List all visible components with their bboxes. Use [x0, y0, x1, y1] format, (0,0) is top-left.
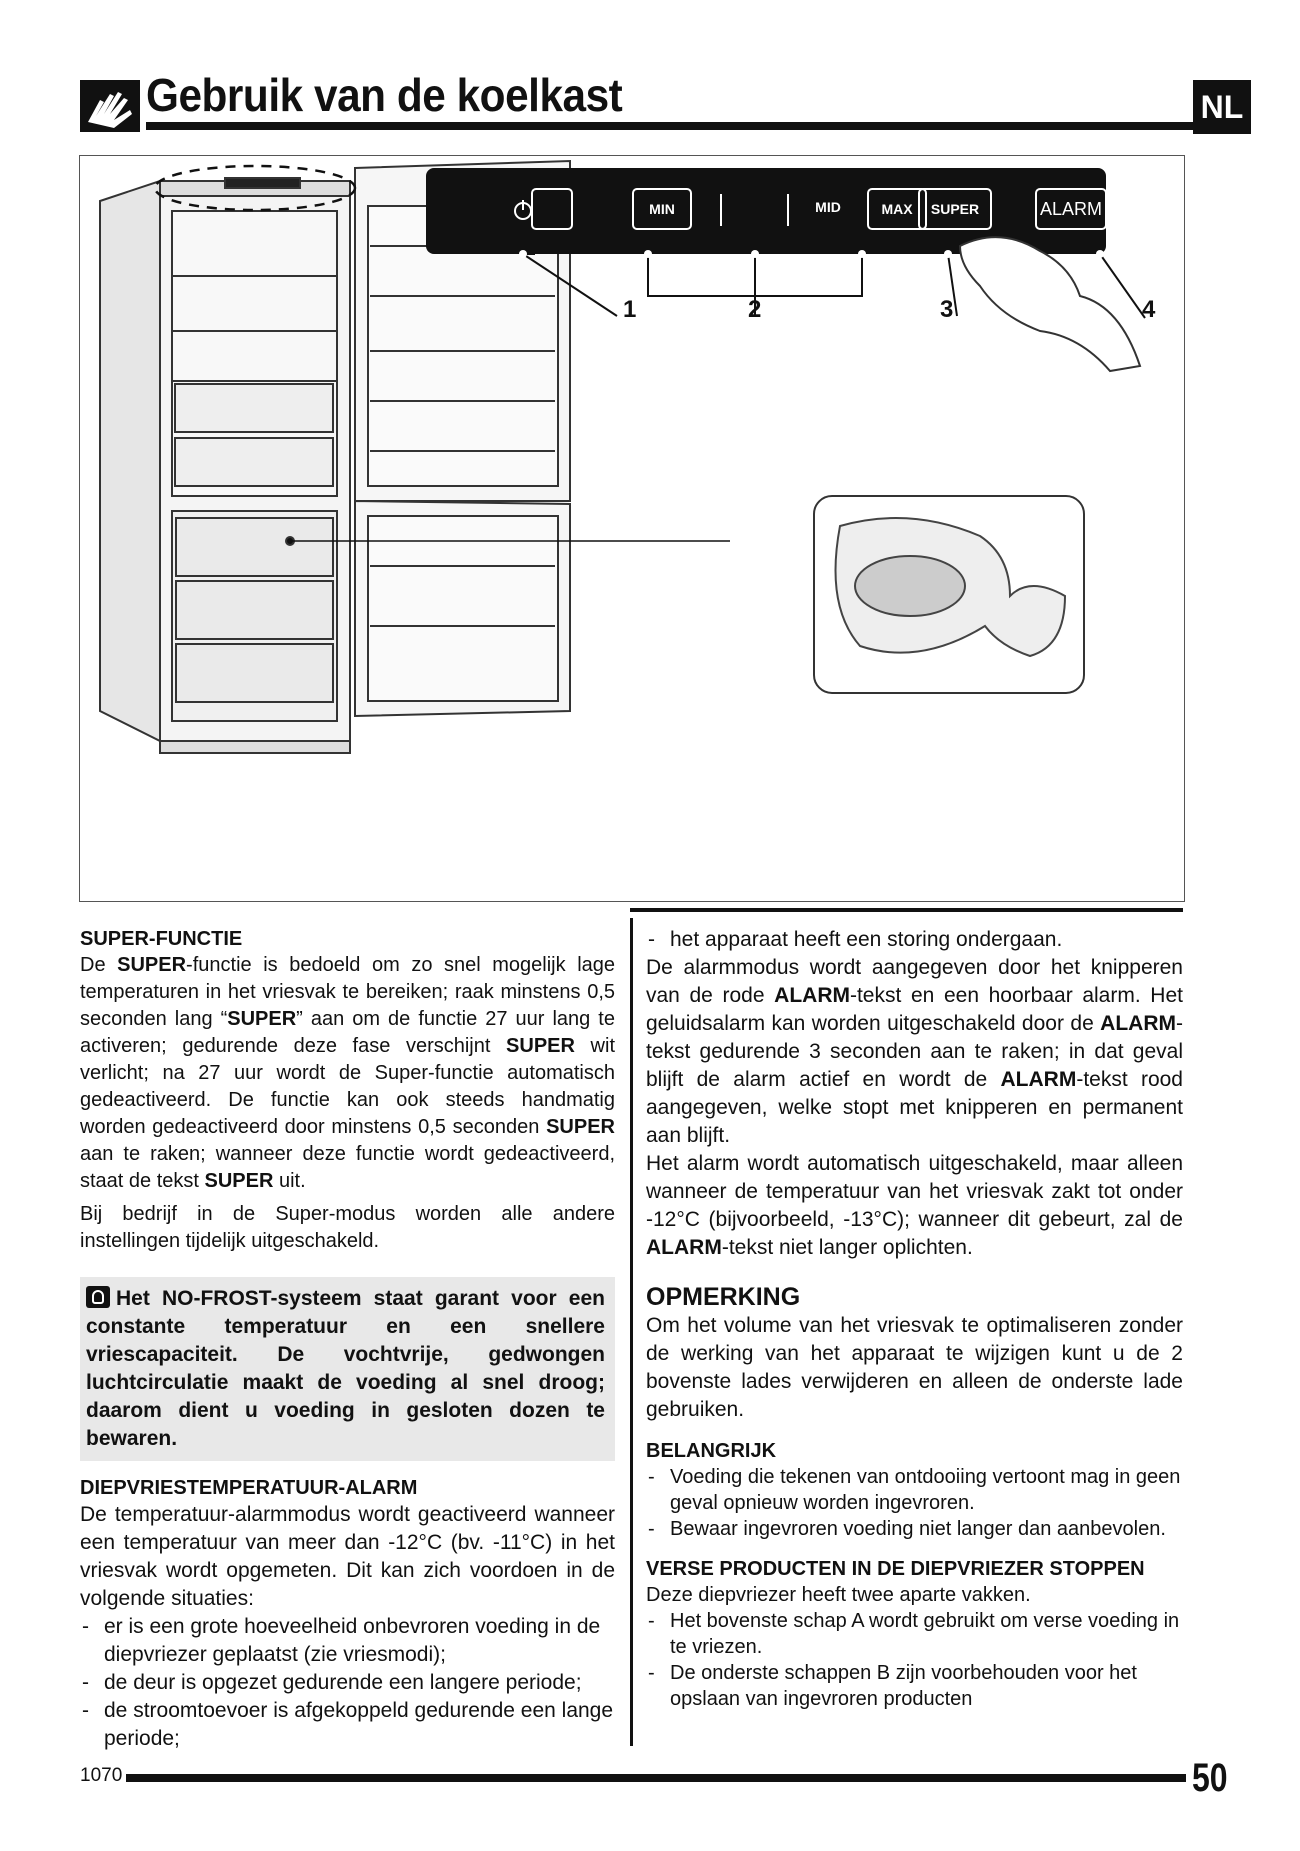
footer-code: 1070 [80, 1765, 123, 1786]
fridge-illustration [79, 155, 1185, 902]
list-item: - het apparaat heeft een storing ondergaan. [646, 926, 1183, 954]
alarm-paragraph: De temperatuur-alarmmodus wordt geactiveerd wanneer een temperatuur van meer dan -12°C (bv. -11°C) in het vriesvak wordt opgemeten. Dit kan zich voordoen in de volgende situaties: [80, 1503, 615, 1610]
left-column [80, 926, 615, 1753]
alarm-situations-list [80, 1613, 615, 1753]
callout-3: 3 [940, 296, 954, 323]
min-button: MIN [632, 188, 692, 230]
alarm-indication-paragraph: De alarmmodus wordt aangegeven door het knipperen van de rode ALARM-tekst en een hoorbaar alarm. Het geluidsalarm kan worden uitgeschakeld door de ALARM-tekst gedurende 3 seconden aan te raken; in dat geval blijft de alarm actief en wordt de ALARM-tekst rood aangegeven, welke stopt met knipperen en permanent aan blijft. [646, 956, 1183, 1147]
list-item: - de deur is opgezet gedurende een langere periode; [80, 1669, 615, 1697]
nofrost-note [80, 1277, 615, 1461]
hand-icon [86, 1286, 110, 1308]
alarm-button: ALARM [1035, 188, 1107, 230]
footer-rule [126, 1774, 1186, 1782]
alarm-off-paragraph: Het alarm wordt automatisch uitgeschakeld, maar alleen wanneer de temperatuur van het vriesvak zakt tot onder -12°C (bijvoorbeeld, -13°C); wanneer dit gebeurt, zal de ALARM-tekst niet langer oplichten. [646, 1152, 1183, 1259]
belangrijk-list [646, 1464, 1183, 1542]
list-item: - De onderste schappen B zijn voorbehouden voor het opslaan van ingevroren producten [646, 1660, 1183, 1712]
alarm-situations-continued [646, 926, 1183, 954]
callout-1: 1 [623, 296, 637, 323]
fridge-drawing [80, 156, 1184, 901]
verse-producten-heading: VERSE PRODUCTEN IN DE DIEPVRIEZER STOPPEN [646, 1558, 1145, 1580]
verse-producten-list [646, 1608, 1183, 1712]
list-item: - Voeding die tekenen van ontdooiing vertoont mag in geen geval opnieuw worden ingevroren. [646, 1464, 1183, 1516]
opmerking-paragraph: Om het volume van het vriesvak te optimaliseren zonder de werking van het apparaat te wijzigen kunt u de 2 bovenste lades verwijderen en alleen de onderste lade gebruiken. [646, 1314, 1183, 1421]
page-title: Gebruik van de koelkast [146, 69, 623, 121]
super-mode-paragraph: Bij bedrijf in de Super-modus worden alle andere instellingen tijdelijk uitgeschakeld. [80, 1203, 615, 1252]
right-column [646, 926, 1183, 1712]
super-function-heading: SUPER-FUNCTIE [80, 928, 243, 950]
column-divider [630, 918, 633, 1746]
mid-button: MID [815, 199, 841, 215]
super-function-paragraph: De SUPER-functie is bedoeld om zo snel mogelijk lage temperaturen in het vriesvak te bereiken; raak minstens 0,5 seconden lang “SUPER” aan om de functie 27 uur lang te activeren; gedurende deze fase verschijnt SUPER wit verlicht; na 27 uur wordt de Super-functie automatisch gedeactiveerd. De functie kan ook steeds handmatig worden gedeactiveerd door minstens 0,5 seconden SUPER aan te raken; wanneer deze functie wordt gedeactiveerd, staat de tekst SUPER uit. [80, 954, 616, 1192]
nofrost-note-text: Het NO-FROST-systeem staat garant voor een constante temperatuur en een snellere vriescapaciteit. De vochtvrije, gedwongen luchtcirculatie maakt de voeding al snel droog; daarom dient u voeding in gesloten dozen te bewaren. [86, 1287, 605, 1450]
page-number: 50 [1192, 1756, 1228, 1800]
language-badge: NL [1193, 80, 1251, 134]
list-item: - Bewaar ingevroren voeding niet langer dan aanbevolen. [646, 1516, 1183, 1542]
section-rule [630, 908, 1183, 912]
opmerking-heading: OPMERKING [646, 1283, 801, 1311]
title-rule [146, 122, 1194, 130]
callout-2: 2 [748, 296, 762, 323]
list-item: - de stroomtoevoer is afgekoppeld gedurende een lange periode; [80, 1697, 615, 1753]
verse-producten-paragraph: Deze diepvriezer heeft twee aparte vakken. [646, 1584, 1031, 1606]
max-button: MAX [867, 188, 927, 230]
belangrijk-heading: BELANGRIJK [646, 1440, 777, 1462]
list-item: - er is een grote hoeveelheid onbevroren voeding in de diepvriezer geplaatst (zie vriesmodi); [80, 1613, 615, 1669]
callout-4: 4 [1142, 296, 1156, 323]
alarm-heading: DIEPVRIESTEMPERATUUR-ALARM [80, 1477, 418, 1499]
hand-icon [80, 80, 140, 132]
super-button: SUPER [918, 188, 992, 230]
power-button [531, 188, 573, 230]
list-item: - Het bovenste schap A wordt gebruikt om verse voeding in te vriezen. [646, 1608, 1183, 1660]
